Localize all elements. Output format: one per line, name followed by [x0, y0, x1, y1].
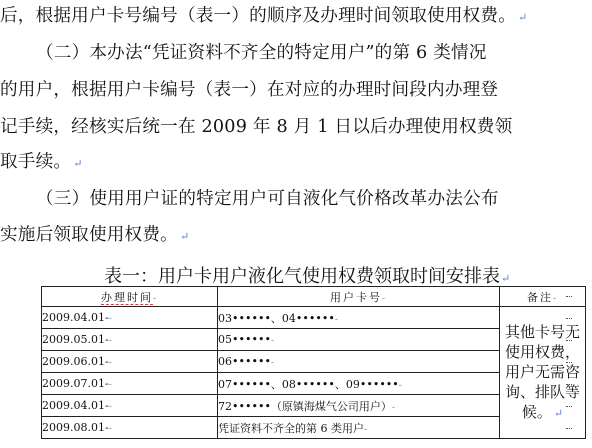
cell-card: 06••••••- — [218, 351, 500, 373]
para-line-2: （二）本办法“凭证资料不齐全的特定用户”的第 6 类情况 — [36, 43, 487, 63]
cell-time: 2009.04.01-- — [42, 395, 218, 417]
cell-card: 凭证资料不齐全的第 6 类用户- — [218, 417, 500, 439]
row-end-marker — [566, 362, 572, 364]
cell-card: 72••••••（原镇海煤气公司用户）- — [218, 395, 500, 417]
header-card: 用户卡号- — [218, 287, 500, 307]
return-mark: ↵ — [501, 272, 511, 285]
cell-time: 2009.06.01-- — [42, 351, 218, 373]
cell-time: 2009.05.01-- — [42, 329, 218, 351]
cell-time: 2009.08.01-- — [42, 417, 218, 439]
return-mark: ↵ — [518, 11, 528, 24]
para-line-3: 的用户，根据用户卡编号（表一）在对应的办理时间段内办理登 — [0, 80, 499, 100]
return-mark: ↵ — [179, 230, 190, 243]
cell-card: 03••••••、04••••••- — [218, 307, 500, 329]
table-header-row — [42, 287, 586, 307]
cell-time: 2009.07.01-- — [42, 373, 218, 395]
schedule-table — [41, 286, 586, 439]
table-row — [42, 307, 586, 329]
para-line-7: 实施后领取使用权费。 ↵ — [0, 225, 190, 245]
para-line-1: 后，根据用户卡号编号（表一）的顺序及办理时间领取使用权费。 ↵ — [0, 6, 528, 26]
row-end-marker — [566, 406, 572, 408]
row-end-marker — [566, 296, 572, 298]
note-cell: 其他卡号无使用权费，用户无需咨询、排队等候。 ↵ — [500, 307, 586, 439]
cell-time: 2009.04.01-- — [42, 307, 218, 329]
header-time: 办理时间- — [42, 287, 218, 307]
cell-card: 05••••••- — [218, 329, 500, 351]
para-line-5: 取手续。 ↵ — [0, 152, 83, 172]
table-caption: 表一：用户卡用户液化气使用权费领取时间安排表↵ — [104, 266, 511, 287]
return-mark: ↵ — [73, 157, 83, 170]
para-line-4: 记手续，经核实后统一在 2009 年 8 月 1 日以后办理使用权费领 — [0, 117, 513, 137]
row-end-marker — [566, 318, 572, 320]
row-end-marker — [566, 384, 572, 386]
cell-card: 07••••••、08••••••、09••••••- — [218, 373, 500, 395]
para-line-6: （三）使用用户证的特定用户可自液化气价格改革办法公布 — [36, 189, 499, 209]
row-end-marker — [566, 340, 572, 342]
row-end-marker — [566, 428, 572, 430]
header-note: 备注- — [500, 287, 586, 307]
